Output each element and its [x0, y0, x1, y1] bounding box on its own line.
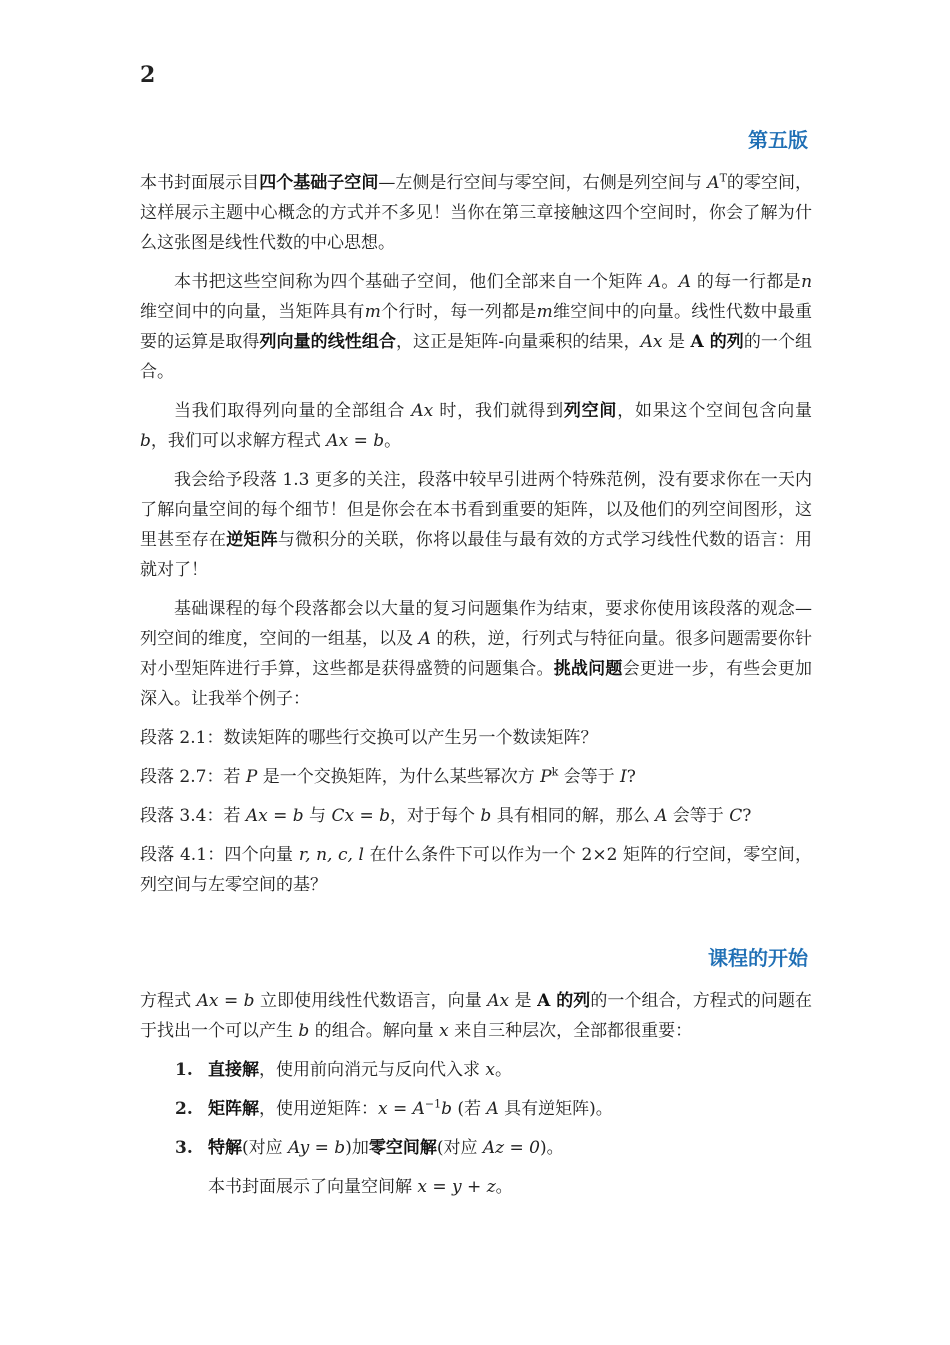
list-item: 2. 矩阵解，使用逆矩阵：$x = A^{-1}b$ (若 A 具有逆矩阵)。 [175, 1097, 613, 1119]
paragraph-subspaces: 本书把这些空间称为四个基础子空间，他们全部来自一个矩阵 A。A 的每一行都是n维空间中的向量，当矩阵具有m个行时，每一列都是m维空间中的向量。线性代数中最重要的运算是取得列向量的线性组合，这正是矩阵-向量乘积的结果，Ax 是 A 的列的一个组合。 [140, 272, 813, 382]
paragraph-equation: 方程式 Ax = b 立即使用线性代数语言，向量 Ax 是 A 的列的一个组合，方程式的问题在于找出一个可以产生 b 的组合。解向量 x 来自三种层次，全部都很重要： [140, 991, 813, 1041]
example-4-1: 段落 4.1：四个向量 r, n, c, l 在什么条件下可以作为一个 2×2 矩阵的行空间，零空间，列空间与左零空间的基？ [140, 845, 813, 895]
preface-body [140, 168, 812, 909]
list-item: 1. 直接解，使用前向消元与反向代入求 x。 [175, 1060, 512, 1080]
paragraph-section-focus: 我会给予段落 1.3 更多的关注，段落中较早引进两个特殊范例，没有要求你在一天内了解向量空间的每个细节！但是你会在本书看到重要的矩阵，以及他们的列空间图形，这里甚至存在逆矩阵与微积分的关联，你将以最佳与最有效的方式学习线性代数的语言：用就对了！ [140, 470, 813, 580]
example-3-4: 段落 3.4：若 Ax = b 与 Cx = b，对于每个 b 具有相同的解，那么 A 会等于 C? [140, 806, 752, 826]
paragraph-intro: 本书封面展示目四个基础子空间—左侧是行空间与零空间，右侧是列空间与 $A^T$的零空间，这样展示主题中心概念的方式并不多见！当你在第三章接触这四个空间时，你会了解为什么这张图是线性代数的中心思想。 [140, 171, 813, 253]
section-heading-fifth-edition: 第五版 [748, 128, 808, 152]
section-heading-course-start: 课程的开始 [708, 946, 808, 970]
course-start-body [140, 986, 812, 1211]
example-2-7: 段落 2.7：若 P 是一个交换矩阵，为什么某些幂次方 $P^k$ 会等于 I? [140, 765, 636, 787]
list-item: 3. 特解(对应 Ay = b)加零空间解(对应 Az = 0)。 [175, 1138, 564, 1158]
paragraph-column-space: 当我们取得列向量的全部组合 Ax 时，我们就得到列空间，如果这个空间包含向量 b，我们可以求解方程式 Ax = b。 [140, 401, 813, 451]
paragraph-cover-solution: 本书封面展示了向量空间解 x = y + z。 [208, 1177, 513, 1197]
paragraph-problem-sets: 基础课程的每个段落都会以大量的复习问题集作为结束，要求你使用该段落的观念—列空间的维度，空间的一组基，以及 A 的秩，逆，行列式与特征向量。很多问题需要你针对小型矩阵进行手算，这些都是获得盛赞的问题集合。挑战问题会更进一步，有些会更加深入。让我举个例子： [140, 599, 813, 709]
example-2-1: 段落 2.1：数读矩阵的哪些行交换可以产生另一个数读矩阵？ [140, 728, 598, 748]
page-number: 2 [140, 62, 156, 88]
solution-levels-list [140, 1055, 812, 1163]
